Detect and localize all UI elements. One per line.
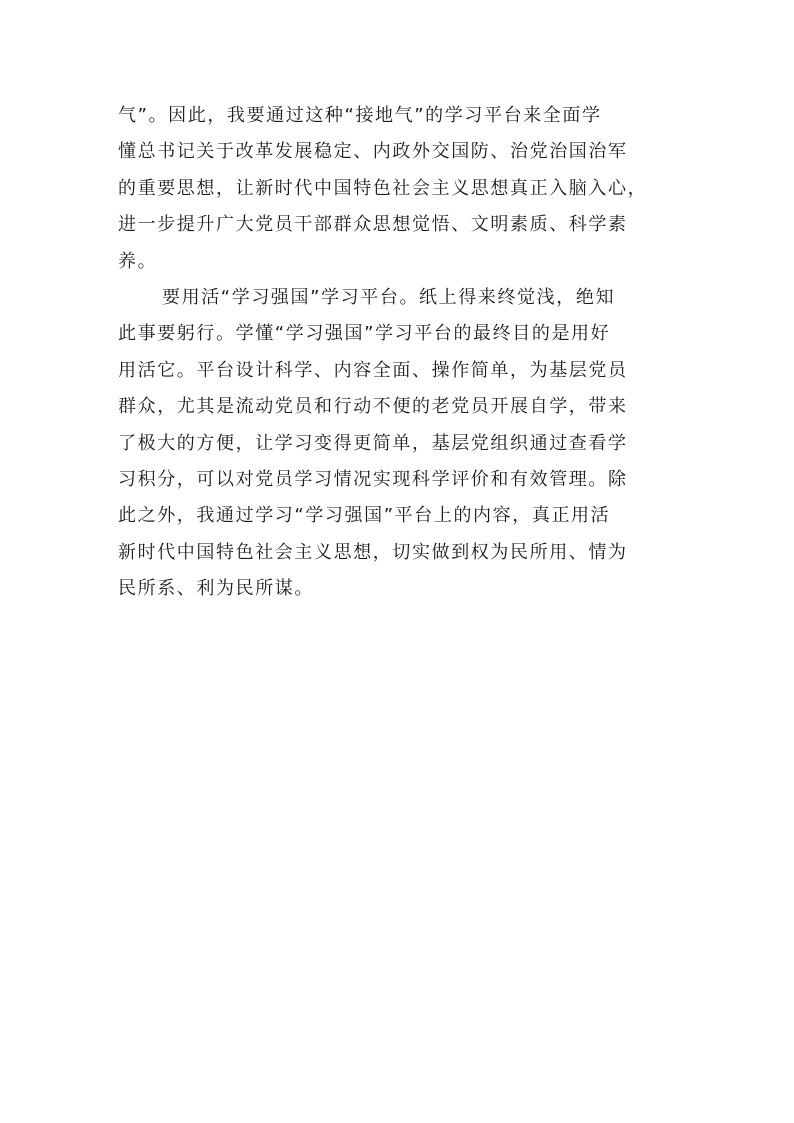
text-line: 了极大的方便，让学习变得更简单，基层党组织通过查看学 — [118, 432, 628, 454]
document-body — [118, 98, 678, 607]
text-line: 民所系、利为民所谋。 — [118, 578, 314, 600]
text-line: 进一步提升广大党员干部群众思想觉悟、文明素质、科学素 — [118, 214, 628, 236]
text-line: 要用活“学习强国”学习平台。纸上得来终觉浅，绝知 — [162, 286, 616, 308]
text-line: 此之外，我通过学习“学习强国”平台上的内容，真正用活 — [118, 505, 611, 527]
text-line: 群众，尤其是流动党员和行动不便的老党员开展自学，带来 — [118, 396, 628, 418]
paragraph-use-platform — [118, 280, 678, 608]
text-line: 新时代中国特色社会主义思想，切实做到权为民所用、情为 — [118, 541, 628, 563]
text-line: 习积分，可以对党员学习情况实现科学评价和有效管理。除 — [118, 468, 628, 490]
paragraph-continuation — [118, 98, 678, 280]
text-line: 此事要躬行。学懂“学习强国”学习平台的最终目的是用好 — [118, 323, 611, 345]
text-line: 气”。因此，我要通过这种“接地气”的学习平台来全面学 — [118, 105, 602, 126]
text-line: 用活它。平台设计科学、内容全面、操作简单，为基层党员 — [118, 359, 628, 381]
text-line: 懂总书记关于改革发展稳定、内政外交国防、治党治国治军 — [118, 141, 628, 163]
text-line: 养。 — [118, 250, 158, 272]
text-line: 的重要思想，让新时代中国特色社会主义思想真正入脑入心， — [118, 177, 648, 199]
